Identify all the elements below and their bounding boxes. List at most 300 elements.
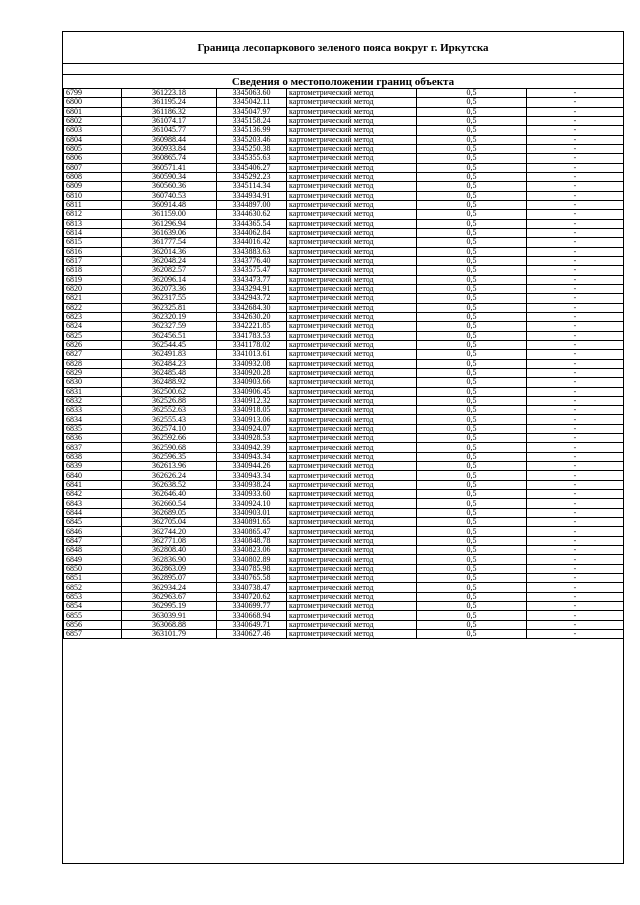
point-number-cell: 6825 [64,331,122,340]
method-cell: картометрический метод [287,564,417,573]
y-coordinate-cell: 3343776.40 [217,256,287,265]
table-row [64,387,624,396]
table-row [64,126,624,135]
note-cell: - [527,508,624,517]
y-coordinate-cell: 3343473.77 [217,275,287,284]
point-number-cell: 6816 [64,247,122,256]
y-coordinate-cell: 3340848.78 [217,536,287,545]
table-row [64,471,624,480]
method-cell: картометрический метод [287,228,417,237]
table-row [64,228,624,237]
method-cell: картометрический метод [287,527,417,536]
x-coordinate-cell: 362073.36 [122,284,217,293]
y-coordinate-cell: 3340942.39 [217,443,287,452]
x-coordinate-cell: 362500.62 [122,387,217,396]
accuracy-cell: 0,5 [417,443,527,452]
table-row [64,331,624,340]
note-cell: - [527,574,624,583]
y-coordinate-cell: 3342684.30 [217,303,287,312]
point-number-cell: 6823 [64,312,122,321]
x-coordinate-cell: 361223.18 [122,89,217,98]
y-coordinate-cell: 3345063.60 [217,89,287,98]
accuracy-cell: 0,5 [417,518,527,527]
method-cell: картометрический метод [287,359,417,368]
x-coordinate-cell: 362485.48 [122,368,217,377]
method-cell: картометрический метод [287,331,417,340]
table-row [64,172,624,181]
method-cell: картометрический метод [287,480,417,489]
accuracy-cell: 0,5 [417,200,527,209]
accuracy-cell: 0,5 [417,480,527,489]
note-cell: - [527,471,624,480]
x-coordinate-cell: 360740.53 [122,191,217,200]
table-row [64,415,624,424]
method-cell: картометрический метод [287,415,417,424]
x-coordinate-cell: 362574.10 [122,424,217,433]
accuracy-cell: 0,5 [417,182,527,191]
accuracy-cell: 0,5 [417,172,527,181]
method-cell: картометрический метод [287,284,417,293]
point-number-cell: 6826 [64,340,122,349]
note-cell: - [527,228,624,237]
y-coordinate-cell: 3341783.53 [217,331,287,340]
table-row [64,284,624,293]
point-number-cell: 6818 [64,266,122,275]
point-number-cell: 6801 [64,107,122,116]
table-row [64,508,624,517]
x-coordinate-cell: 362626.24 [122,471,217,480]
table-row [64,527,624,536]
note-cell: - [527,163,624,172]
point-number-cell: 6809 [64,182,122,191]
note-cell: - [527,620,624,629]
table-row [64,378,624,387]
y-coordinate-cell: 3340906.45 [217,387,287,396]
accuracy-cell: 0,5 [417,266,527,275]
method-cell: картометрический метод [287,312,417,321]
table-row [64,564,624,573]
x-coordinate-cell: 362836.90 [122,555,217,564]
section-heading: Сведения о местоположении границ объекта [231,75,455,88]
point-number-cell: 6806 [64,154,122,163]
y-coordinate-cell: 3345355.63 [217,154,287,163]
method-cell: картометрический метод [287,452,417,461]
table-row [64,247,624,256]
accuracy-cell: 0,5 [417,574,527,583]
note-cell: - [527,98,624,107]
y-coordinate-cell: 3345203.46 [217,135,287,144]
table-row [64,312,624,321]
point-number-cell: 6853 [64,592,122,601]
method-cell: картометрический метод [287,266,417,275]
point-number-cell: 6839 [64,462,122,471]
note-cell: - [527,536,624,545]
point-number-cell: 6807 [64,163,122,172]
x-coordinate-cell: 361186.32 [122,107,217,116]
x-coordinate-cell: 360560.36 [122,182,217,191]
method-cell: картометрический метод [287,396,417,405]
y-coordinate-cell: 3343575.47 [217,266,287,275]
method-cell: картометрический метод [287,546,417,555]
x-coordinate-cell: 362096.14 [122,275,217,284]
method-cell: картометрический метод [287,322,417,331]
y-coordinate-cell: 3340938.24 [217,480,287,489]
point-number-cell: 6835 [64,424,122,433]
point-number-cell: 6799 [64,89,122,98]
note-cell: - [527,135,624,144]
accuracy-cell: 0,5 [417,592,527,601]
table-row [64,630,624,639]
accuracy-cell: 0,5 [417,452,527,461]
note-cell: - [527,256,624,265]
note-cell: - [527,275,624,284]
note-cell: - [527,350,624,359]
y-coordinate-cell: 3340649.71 [217,620,287,629]
point-number-cell: 6854 [64,602,122,611]
y-coordinate-cell: 3344934.91 [217,191,287,200]
page-title: Граница лесопаркового зеленого пояса вокруг г. Иркутска [63,32,623,64]
accuracy-cell: 0,5 [417,620,527,629]
accuracy-cell: 0,5 [417,611,527,620]
x-coordinate-cell: 363068.88 [122,620,217,629]
note-cell: - [527,89,624,98]
x-coordinate-cell: 360933.84 [122,144,217,153]
note-cell: - [527,415,624,424]
y-coordinate-cell: 3340891.65 [217,518,287,527]
method-cell: картометрический метод [287,275,417,284]
point-number-cell: 6810 [64,191,122,200]
accuracy-cell: 0,5 [417,98,527,107]
y-coordinate-cell: 3340668.94 [217,611,287,620]
point-number-cell: 6847 [64,536,122,545]
note-cell: - [527,480,624,489]
table-row [64,592,624,601]
accuracy-cell: 0,5 [417,303,527,312]
point-number-cell: 6846 [64,527,122,536]
point-number-cell: 6852 [64,583,122,592]
y-coordinate-cell: 3344365.54 [217,219,287,228]
note-cell: - [527,219,624,228]
y-coordinate-cell: 3345250.38 [217,144,287,153]
x-coordinate-cell: 362526.88 [122,396,217,405]
point-number-cell: 6830 [64,378,122,387]
table-row [64,536,624,545]
point-number-cell: 6804 [64,135,122,144]
y-coordinate-cell: 3342943.72 [217,294,287,303]
y-coordinate-cell: 3343883.63 [217,247,287,256]
y-coordinate-cell: 3340903.01 [217,508,287,517]
point-number-cell: 6856 [64,620,122,629]
x-coordinate-cell: 362660.54 [122,499,217,508]
table-row [64,499,624,508]
note-cell: - [527,191,624,200]
accuracy-cell: 0,5 [417,154,527,163]
point-number-cell: 6822 [64,303,122,312]
y-coordinate-cell: 3344630.62 [217,210,287,219]
point-number-cell: 6819 [64,275,122,284]
point-number-cell: 6814 [64,228,122,237]
note-cell: - [527,200,624,209]
accuracy-cell: 0,5 [417,350,527,359]
x-coordinate-cell: 362327.59 [122,322,217,331]
y-coordinate-cell: 3340928.53 [217,434,287,443]
accuracy-cell: 0,5 [417,378,527,387]
table-row [64,154,624,163]
accuracy-cell: 0,5 [417,368,527,377]
table-row [64,546,624,555]
method-cell: картометрический метод [287,294,417,303]
point-number-cell: 6841 [64,480,122,489]
y-coordinate-cell: 3344897.00 [217,200,287,209]
method-cell: картометрический метод [287,508,417,517]
table-row [64,163,624,172]
method-cell: картометрический метод [287,126,417,135]
point-number-cell: 6843 [64,499,122,508]
y-coordinate-cell: 3345042.11 [217,98,287,107]
point-number-cell: 6803 [64,126,122,135]
accuracy-cell: 0,5 [417,219,527,228]
method-cell: картометрический метод [287,219,417,228]
table-row [64,490,624,499]
accuracy-cell: 0,5 [417,424,527,433]
method-cell: картометрический метод [287,163,417,172]
point-number-cell: 6829 [64,368,122,377]
accuracy-cell: 0,5 [417,396,527,405]
accuracy-cell: 0,5 [417,387,527,396]
y-coordinate-cell: 3340699.77 [217,602,287,611]
table-row [64,340,624,349]
point-number-cell: 6800 [64,98,122,107]
note-cell: - [527,387,624,396]
y-coordinate-cell: 3340627.46 [217,630,287,639]
method-cell: картометрический метод [287,518,417,527]
x-coordinate-cell: 362592.66 [122,434,217,443]
table-row [64,424,624,433]
method-cell: картометрический метод [287,574,417,583]
method-cell: картометрический метод [287,406,417,415]
note-cell: - [527,312,624,321]
note-cell: - [527,499,624,508]
y-coordinate-cell: 3340738.47 [217,583,287,592]
x-coordinate-cell: 360988.44 [122,135,217,144]
point-number-cell: 6857 [64,630,122,639]
note-cell: - [527,396,624,405]
table-row [64,210,624,219]
method-cell: картометрический метод [287,368,417,377]
method-cell: картометрический метод [287,256,417,265]
method-cell: картометрический метод [287,340,417,349]
accuracy-cell: 0,5 [417,312,527,321]
point-number-cell: 6840 [64,471,122,480]
accuracy-cell: 0,5 [417,471,527,480]
x-coordinate-cell: 362488.92 [122,378,217,387]
table-row [64,135,624,144]
accuracy-cell: 0,5 [417,238,527,247]
note-cell: - [527,144,624,153]
point-number-cell: 6828 [64,359,122,368]
note-cell: - [527,368,624,377]
table-row [64,443,624,452]
x-coordinate-cell: 362014.36 [122,247,217,256]
table-row [64,89,624,98]
accuracy-cell: 0,5 [417,107,527,116]
table-row [64,620,624,629]
y-coordinate-cell: 3340933.60 [217,490,287,499]
point-number-cell: 6817 [64,256,122,265]
x-coordinate-cell: 362048.24 [122,256,217,265]
accuracy-cell: 0,5 [417,294,527,303]
table-row [64,602,624,611]
x-coordinate-cell: 362555.43 [122,415,217,424]
y-coordinate-cell: 3342221.85 [217,322,287,331]
note-cell: - [527,238,624,247]
x-coordinate-cell: 362638.52 [122,480,217,489]
y-coordinate-cell: 3340913.06 [217,415,287,424]
y-coordinate-cell: 3340765.58 [217,574,287,583]
y-coordinate-cell: 3340823.06 [217,546,287,555]
method-cell: картометрический метод [287,200,417,209]
method-cell: картометрический метод [287,583,417,592]
note-cell: - [527,527,624,536]
point-number-cell: 6836 [64,434,122,443]
document-frame [62,31,624,864]
method-cell: картометрический метод [287,191,417,200]
x-coordinate-cell: 361159.00 [122,210,217,219]
accuracy-cell: 0,5 [417,359,527,368]
accuracy-cell: 0,5 [417,434,527,443]
note-cell: - [527,434,624,443]
method-cell: картометрический метод [287,98,417,107]
method-cell: картометрический метод [287,620,417,629]
note-cell: - [527,443,624,452]
point-number-cell: 6850 [64,564,122,573]
method-cell: картометрический метод [287,350,417,359]
table-row [64,452,624,461]
y-coordinate-cell: 3342630.20 [217,312,287,321]
point-number-cell: 6827 [64,350,122,359]
point-number-cell: 6845 [64,518,122,527]
note-cell: - [527,294,624,303]
x-coordinate-cell: 362808.40 [122,546,217,555]
point-number-cell: 6815 [64,238,122,247]
table-row [64,116,624,125]
note-cell: - [527,592,624,601]
y-coordinate-cell: 3340932.08 [217,359,287,368]
table-row [64,359,624,368]
method-cell: картометрический метод [287,499,417,508]
table-row [64,322,624,331]
note-cell: - [527,210,624,219]
note-cell: - [527,107,624,116]
note-cell: - [527,630,624,639]
y-coordinate-cell: 3340943.34 [217,452,287,461]
x-coordinate-cell: 362590.68 [122,443,217,452]
table-row [64,275,624,284]
note-cell: - [527,546,624,555]
x-coordinate-cell: 362646.40 [122,490,217,499]
accuracy-cell: 0,5 [417,256,527,265]
note-cell: - [527,406,624,415]
x-coordinate-cell: 362705.04 [122,518,217,527]
note-cell: - [527,602,624,611]
y-coordinate-cell: 3341013.61 [217,350,287,359]
method-cell: картометрический метод [287,471,417,480]
table-row [64,518,624,527]
note-cell: - [527,116,624,125]
accuracy-cell: 0,5 [417,340,527,349]
note-cell: - [527,284,624,293]
y-coordinate-cell: 3340924.07 [217,424,287,433]
x-coordinate-cell: 362744.20 [122,527,217,536]
x-coordinate-cell: 360571.41 [122,163,217,172]
x-coordinate-cell: 361296.94 [122,219,217,228]
x-coordinate-cell: 360865.74 [122,154,217,163]
x-coordinate-cell: 362317.55 [122,294,217,303]
point-number-cell: 6838 [64,452,122,461]
x-coordinate-cell: 362689.05 [122,508,217,517]
accuracy-cell: 0,5 [417,462,527,471]
x-coordinate-cell: 362552.63 [122,406,217,415]
method-cell: картометрический метод [287,116,417,125]
y-coordinate-cell: 3345406.27 [217,163,287,172]
x-coordinate-cell: 361639.06 [122,228,217,237]
accuracy-cell: 0,5 [417,228,527,237]
note-cell: - [527,172,624,181]
method-cell: картометрический метод [287,490,417,499]
accuracy-cell: 0,5 [417,555,527,564]
method-cell: картометрический метод [287,462,417,471]
accuracy-cell: 0,5 [417,163,527,172]
y-coordinate-cell: 3340720.62 [217,592,287,601]
method-cell: картометрический метод [287,247,417,256]
table-row [64,200,624,209]
accuracy-cell: 0,5 [417,247,527,256]
note-cell: - [527,359,624,368]
method-cell: картометрический метод [287,602,417,611]
note-cell: - [527,154,624,163]
accuracy-cell: 0,5 [417,499,527,508]
method-cell: картометрический метод [287,135,417,144]
table-row [64,368,624,377]
table-row [64,303,624,312]
x-coordinate-cell: 362544.45 [122,340,217,349]
point-number-cell: 6821 [64,294,122,303]
table-row [64,144,624,153]
note-cell: - [527,303,624,312]
accuracy-cell: 0,5 [417,275,527,284]
point-number-cell: 6837 [64,443,122,452]
table-row [64,256,624,265]
method-cell: картометрический метод [287,89,417,98]
accuracy-cell: 0,5 [417,331,527,340]
y-coordinate-cell: 3341178.02 [217,340,287,349]
y-coordinate-cell: 3340912.32 [217,396,287,405]
point-number-cell: 6813 [64,219,122,228]
method-cell: картометрический метод [287,210,417,219]
point-number-cell: 6833 [64,406,122,415]
point-number-cell: 6848 [64,546,122,555]
x-coordinate-cell: 362484.23 [122,359,217,368]
method-cell: картометрический метод [287,424,417,433]
method-cell: картометрический метод [287,303,417,312]
accuracy-cell: 0,5 [417,630,527,639]
accuracy-cell: 0,5 [417,490,527,499]
y-coordinate-cell: 3340920.28 [217,368,287,377]
x-coordinate-cell: 362895.07 [122,574,217,583]
point-number-cell: 6849 [64,555,122,564]
x-coordinate-cell: 362596.35 [122,452,217,461]
x-coordinate-cell: 360914.48 [122,200,217,209]
